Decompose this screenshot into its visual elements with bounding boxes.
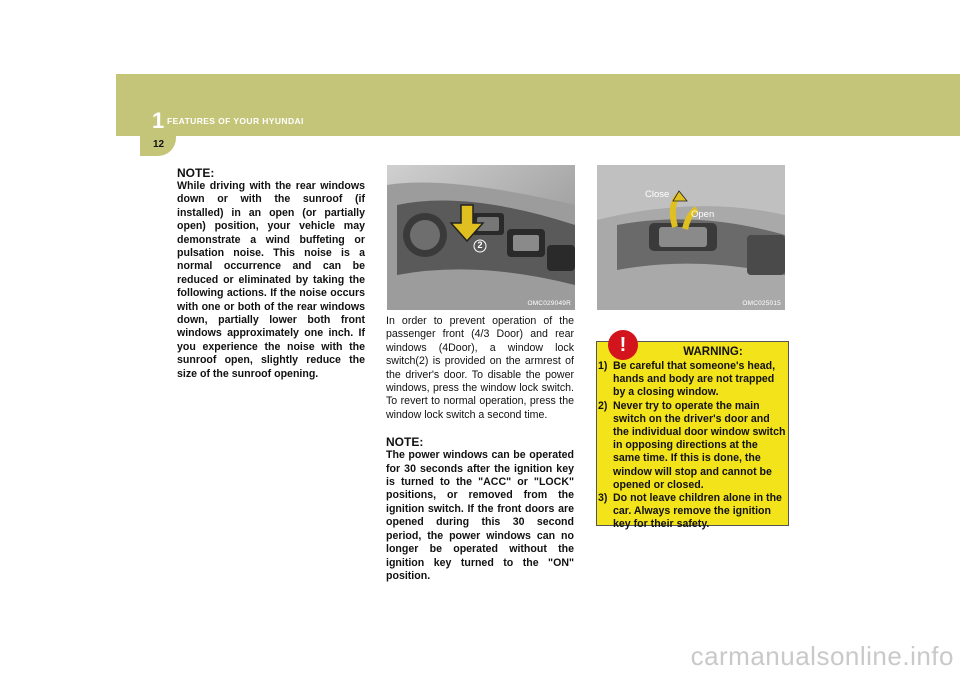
warning-symbol: ! <box>619 334 627 356</box>
warning-item <box>598 492 786 532</box>
door-armrest-illustration <box>597 165 785 310</box>
label-close: Close <box>645 189 670 200</box>
warning-item <box>598 400 786 492</box>
warning-item-text: Do not leave children alone in the car. Always remove the ignition key for their safety. <box>613 492 782 531</box>
note-text: While driving with the rear windows down or with the sunroof (if installed) in an open (or partially open) position, your vehicle may demonstrate a wind buffeting or pulsation noise. This noise is a normal occurrence and can be reduced or eliminated by taking the following actions. If the noise occurs with one or both of the rear windows down, partially lower both front windows approximately one inch. If you experience the noise with the sunroof open, slightly reduce the size of the sunroof opening. <box>177 180 365 380</box>
warning-list <box>598 360 786 532</box>
body-text: In order to prevent operation of the passenger front (4/3 Door) and rear windows (4Door), a window lock switch(2) is provided on the armrest of the driver's door. To disable the power windows, press the window lock switch. To revert to normal operation, press the window lock switch a second time. <box>386 315 574 421</box>
middle-column <box>386 315 574 583</box>
chapter-number: 1 <box>152 108 165 133</box>
note-text: The power windows can be operated for 30 seconds after the ignition key is turned to the "ACC" or "LOCK" positions, or removed from the ignition switch. If the front doors are opened during this 30 second period, the power windows can no longer be operated without the ignition key turned to the "ON" position. <box>386 449 574 582</box>
door-switch-illustration <box>387 165 575 310</box>
page-number: 12 <box>153 139 165 150</box>
chapter-title: FEATURES OF YOUR HYUNDAI <box>167 116 304 126</box>
label-open: Open <box>691 209 715 220</box>
photo-code: OMC025015 <box>742 300 781 307</box>
warning-item-text: Be careful that someone's head, hands and body are not trapped by a closing window. <box>613 360 776 399</box>
warning-item-number: 1) <box>598 360 608 372</box>
photo-code: OMC029049R <box>527 300 571 307</box>
note-heading: NOTE: <box>177 166 215 180</box>
left-column <box>177 166 365 381</box>
warning-item-number: 3) <box>598 492 608 505</box>
warning-item-text: Never try to operate the main switch on the driver's door and the individual door window switch in opposing directions at the same time. If this is done, the window will stop and cannot be opened or closed. <box>613 399 786 491</box>
watermark: carmanualsonline.info <box>690 641 954 671</box>
note-heading: NOTE: <box>386 435 424 450</box>
warning-item-number: 2) <box>598 399 608 412</box>
header-band <box>116 74 960 136</box>
window-lock-switch-photo <box>387 165 575 310</box>
window-switch-photo <box>597 165 785 310</box>
callout-number: 2 <box>477 240 483 250</box>
warning-item <box>598 360 786 400</box>
warning-title: WARNING: <box>683 346 743 358</box>
